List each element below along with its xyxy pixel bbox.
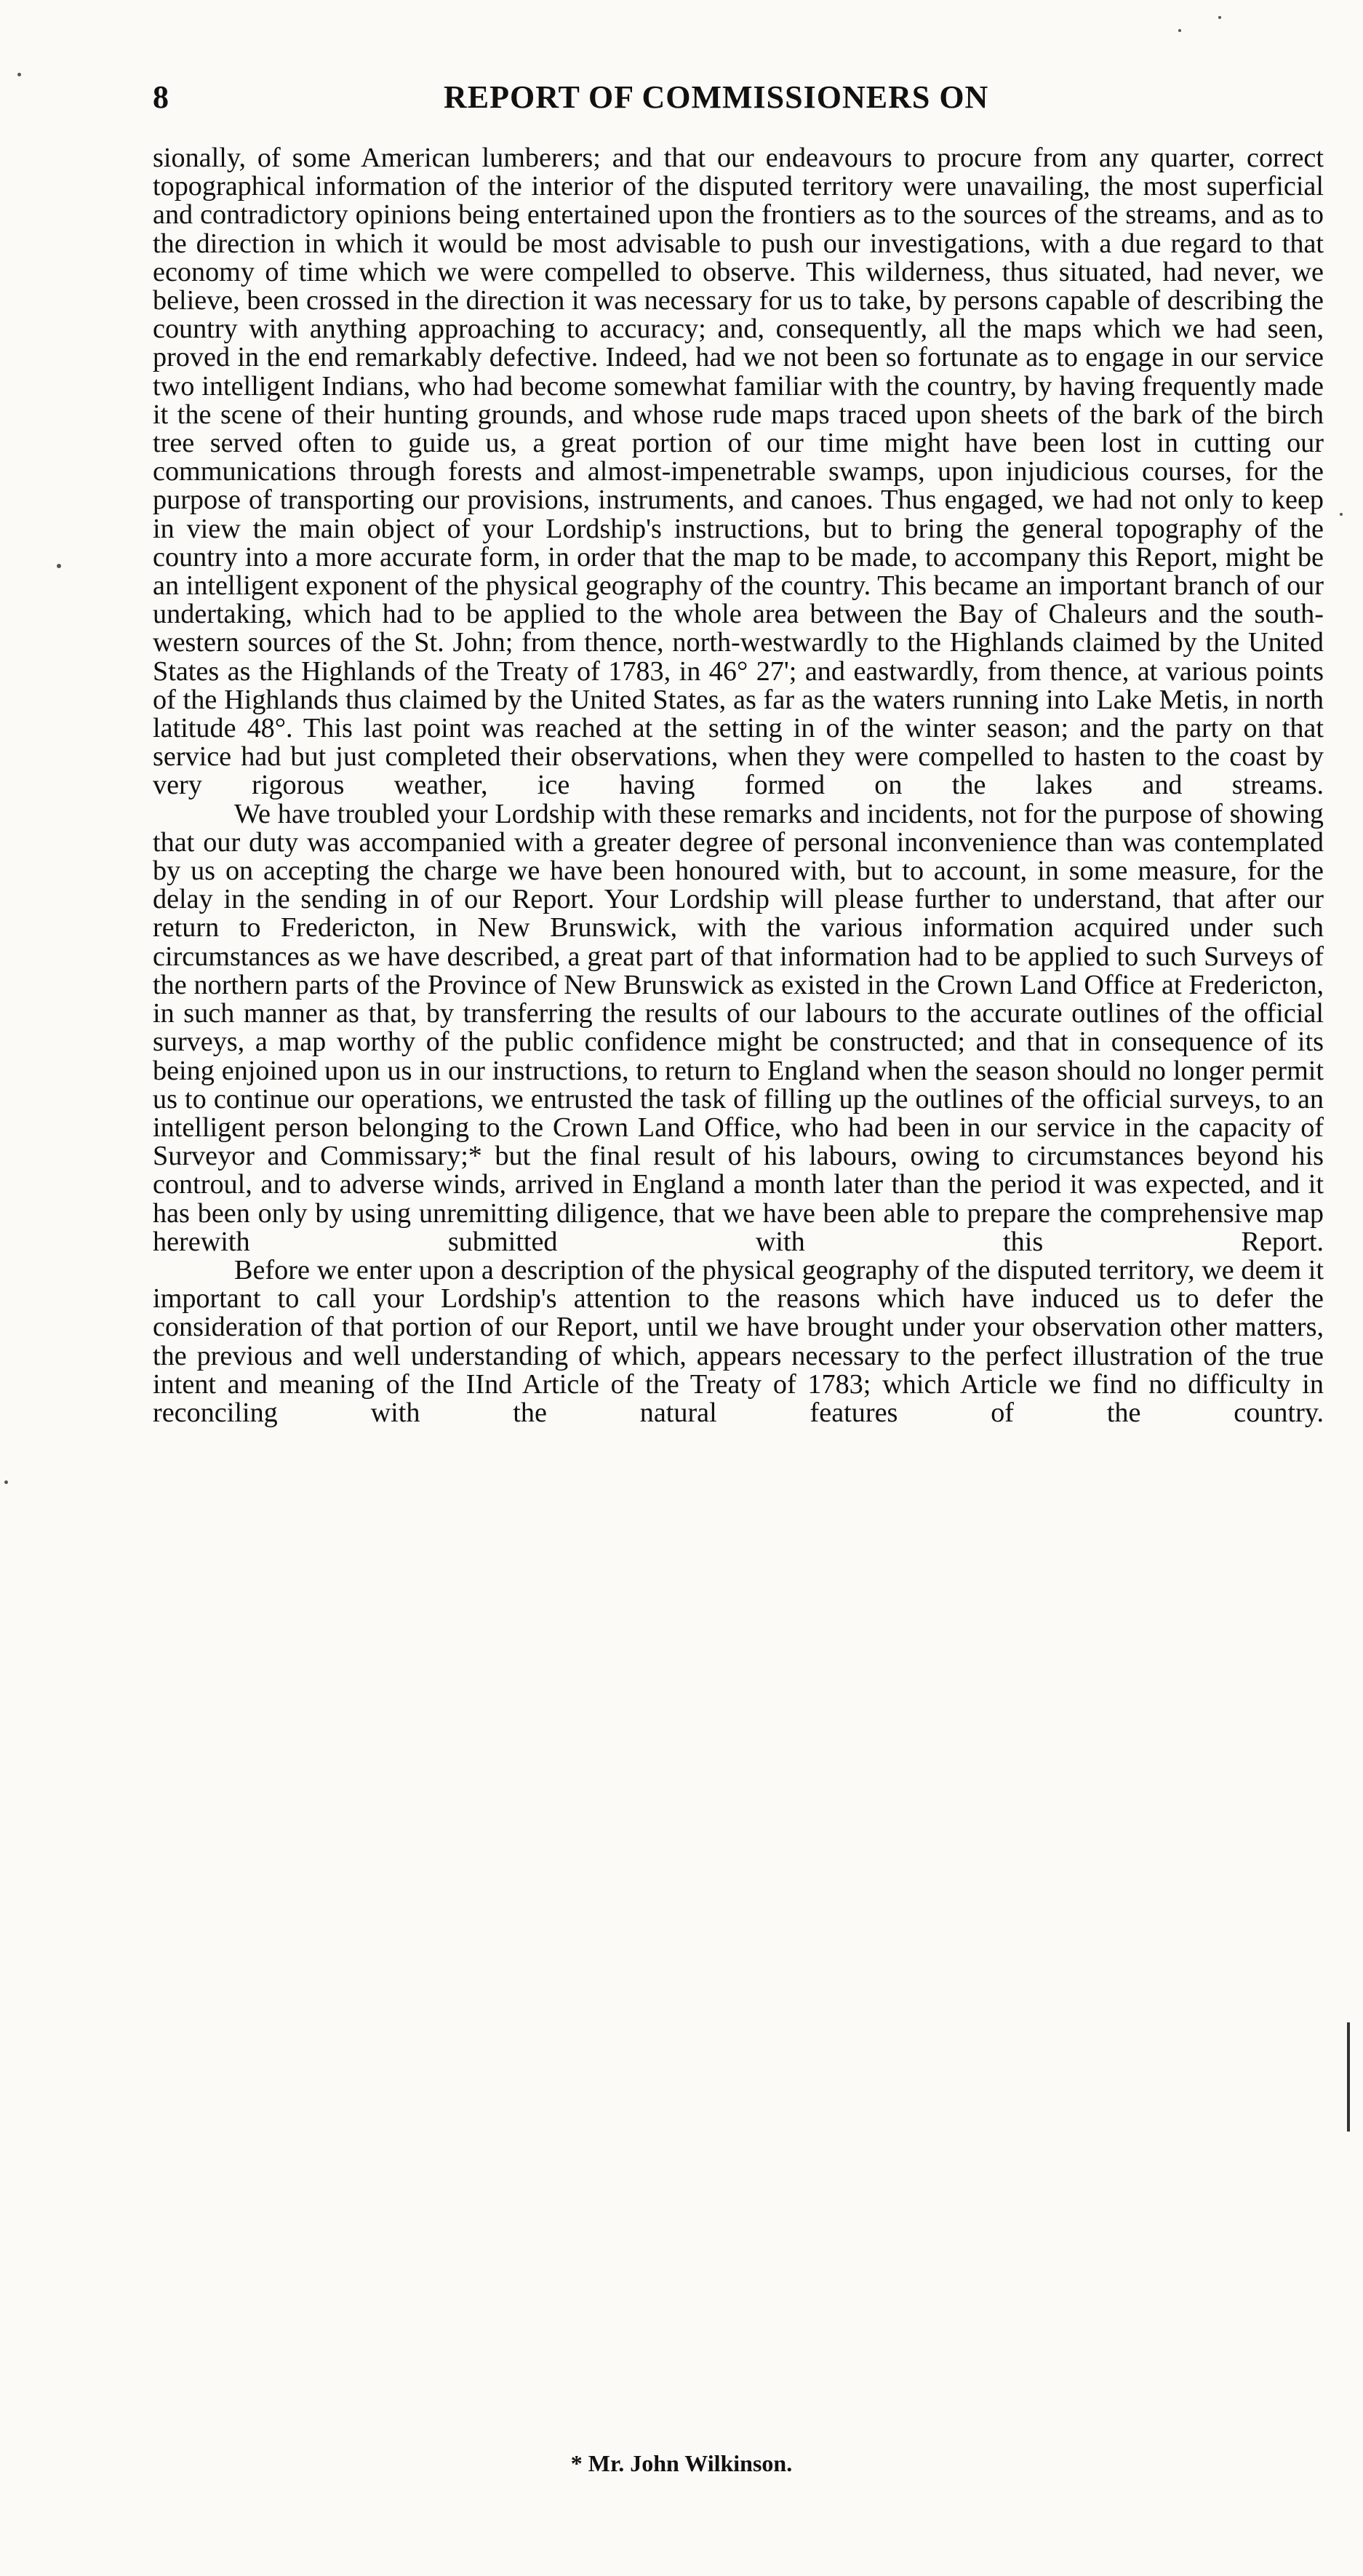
footnote: * Mr. John Wilkinson. [570, 2450, 793, 2476]
scan-speck [57, 564, 61, 568]
page-number: 8 [153, 79, 169, 115]
scan-speck [17, 73, 21, 76]
paragraph-2: We have troubled your Lordship with these remarks and incidents, not for the purpose of showing that our duty was accompanied with a greater degree of personal inconvenience than was contemplated by us on accepting the charge we have been honoured with, but to account, in some measure, for the delay in the sending in of our Report. Your Lordship will please further to understand, that after our return to Fredericton, in New Brunswick, with the various information acquired under such circumstances as we have described, a great part of that information had to be applied to such Surveys of the northern parts of the Province of New Brunswick as existed in the Crown Land Office at Fredericton, in such manner as that, by transferring the results of our labours to the accurate outlines of the official surveys, a map worthy of the public confidence might be constructed; and that in consequence of its being enjoined upon us in our instructions, to return to England when the season should no longer permit us to continue our operations, we entrusted the task of filling up the outlines of the official surveys, to an intelligent person belonging to the Crown Land Office, who had been in our service in the capacity of Surveyor and Commissary;* but the final result of his labours, owing to circumstances beyond his controul, and to adverse winds, arrived in England a month later than the period it was expected, and it has been only by using unremitting diligence, that we have been able to prepare the comprehensive map herewith submitted with this Report. [153, 798, 1324, 1257]
scan-margin-bar [1347, 2022, 1350, 2132]
scan-speck [1218, 16, 1221, 19]
running-title: REPORT OF COMMISSIONERS ON [444, 79, 989, 115]
body-text [153, 144, 1324, 1427]
scan-speck [1340, 513, 1343, 516]
scan-speck [1178, 29, 1181, 32]
running-head [153, 79, 1186, 122]
scan-speck [4, 1480, 8, 1484]
paragraph-3: Before we enter upon a description of the physical geography of the disputed territory, we deem it important to call your Lordship's attention to the reasons which have induced us to defer the consideration of that portion of our Report, until we have brought under your observation other matters, the previous and well understanding of which, appears necessary to the perfect illustration of the true intent and meaning of the IInd Article of the Treaty of 1783; which Article we find no difficulty in reconciling with the natural features of the country. [153, 1254, 1324, 1428]
paragraph-1: sionally, of some American lumberers; and that our endeavours to procure from any quarter, correct topographical information of the interior of the disputed territory were unavailing, the most superficial and contradictory opinions being entertained upon the frontiers as to the sources of the streams, and as to the direction in which it would be most advisable to push our investigations, with a due regard to that economy of time which we were compelled to observe. This wilderness, thus situated, had never, we believe, been crossed in the direction it was necessary for us to take, by persons capable of describing the country with anything approaching to accuracy; and, consequently, all the maps which we had seen, proved in the end remarkably defective. Indeed, had we not been so fortunate as to engage in our service two intelligent Indians, who had become somewhat familiar with the country, by having frequently made it the scene of their hunting grounds, and whose rude maps traced upon sheets of the bark of the birch tree served often to guide us, a great portion of our time might have been lost in cutting our communications through forests and almost-impenetrable swamps, upon injudicious courses, for the purpose of transporting our provisions, instruments, and canoes. Thus engaged, we had not only to keep in view the main object of your Lordship's instructions, but to bring the general topography of the country into a more accurate form, in order that the map to be made, to accompany this Report, might be an intelligent exponent of the physical geography of the country. This became an important branch of our undertaking, which had to be applied to the whole area between the Bay of Chaleurs and the south-western sources of the St. John; from thence, north-westwardly to the Highlands claimed by the United States as the Highlands of the Treaty of 1783, in 46° 27'; and eastwardly, from thence, at various points of the Highlands thus claimed by the United States, as far as the waters running into Lake Metis, in north latitude 48°. This last point was reached at the setting in of the winter season; and the party on that service had but just completed their observations, when they were compelled to hasten to the coast by very rigorous weather, ice having formed on the lakes and streams. [153, 143, 1324, 801]
